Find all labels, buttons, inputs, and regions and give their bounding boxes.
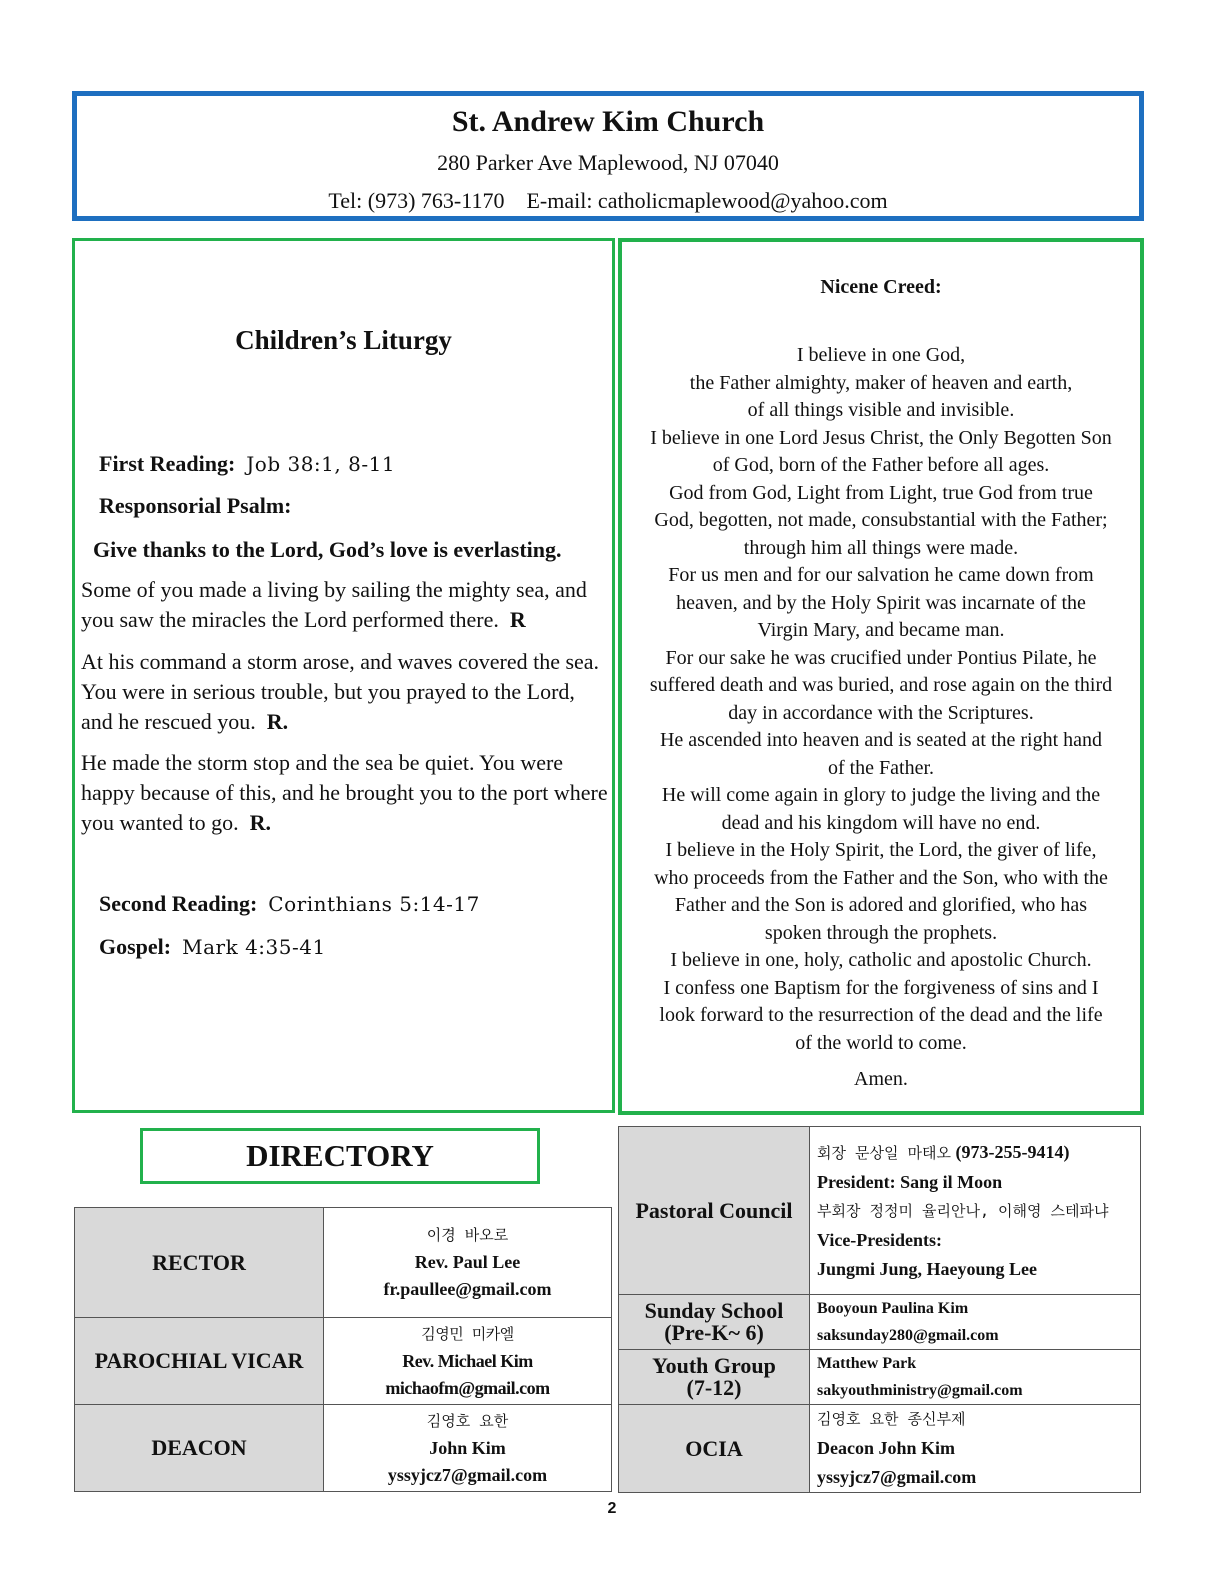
table-row	[75, 1208, 612, 1318]
creed-line: I believe in one Lord Jesus Christ, the Only Begotten Son	[650, 426, 1112, 449]
table-row	[619, 1350, 1141, 1405]
role-cell: Sunday School (Pre-K~ 6)	[619, 1295, 810, 1350]
contact-cell: 이경 바오로 Rev. Paul Lee fr.paullee@gmail.com	[324, 1208, 612, 1318]
contact-cell: 김영민 미카엘 Rev. Michael Kim michaofm@gmail.com	[324, 1318, 612, 1405]
church-header	[72, 91, 1144, 221]
creed-line: God, begotten, not made, consubstantial with the Father;	[654, 509, 1108, 531]
creed-line: I believe in one God,	[796, 344, 966, 366]
role-cell: OCIA	[619, 1405, 810, 1493]
creed-line: He will come again in glory to judge the living and the	[661, 784, 1101, 806]
contact-cell: 김영호 요한 John Kim yssyjcz7@gmail.com	[324, 1405, 612, 1492]
gospel	[99, 934, 326, 960]
creed-line: Virgin Mary, and became man.	[757, 619, 1005, 641]
creed-line: spoken through the prophets.	[764, 921, 998, 944]
nicene-creed-box	[618, 238, 1144, 1115]
first-reading	[99, 451, 395, 477]
psalm-verse: Some of you made a living by sailing the mighty sea, and you saw the miracles the Lord performed there. R	[81, 577, 587, 632]
creed-line: I believe in one, holy, catholic and apostolic Church.	[670, 949, 1092, 971]
church-name: St. Andrew Kim Church	[451, 105, 765, 138]
creed-line: For us men and for our salvation he came down from	[668, 564, 1094, 586]
creed-line: For our sake he was crucified under Pontius Pilate, he	[665, 646, 1097, 669]
response-marker: R.	[266, 709, 289, 734]
table-row	[75, 1318, 612, 1405]
creed-line: I believe in the Holy Spirit, the Lord, the giver of life,	[665, 839, 1097, 861]
gospel-ref: Mark 4:35-41	[182, 935, 326, 959]
psalm-verse: At his command a storm arose, and waves covered the sea. You were in serious trouble, but you prayed to the Lord, and he rescued you. R.	[81, 649, 600, 734]
second-reading-label: Second Reading:	[99, 891, 258, 916]
role-cell: RECTOR	[75, 1208, 324, 1318]
creed-line: Father and the Son is adored and glorified, who has	[674, 894, 1088, 916]
creed-line: of God, born of the Father before all ages.	[712, 454, 1050, 476]
creed-line: of the Father.	[827, 756, 935, 779]
first-reading-ref: Job 38:1, 8-11	[246, 452, 396, 476]
psalm-verse: He made the storm stop and the sea be quiet. You were happy because of this, and he brought you to the port where you wanted to go. R.	[81, 750, 608, 835]
page-number: 2	[607, 1500, 617, 1517]
creed-text	[622, 342, 1140, 1057]
creed-heading: Nicene Creed:	[820, 276, 942, 298]
contact-cell: Booyoun Paulina Kim saksunday280@gmail.com	[810, 1295, 1141, 1350]
contact-cell: 회장 문상일 마태오 (973-255-9414) President: Sang il Moon 부회장 정정미 율리안나, 이해영 스테파냐 Vice-Presidents: Jungmi Jung, Haeyoung Lee	[810, 1127, 1141, 1295]
church-email: E-mail: catholicmaplewood@yahoo.com	[526, 188, 888, 213]
creed-line: dead and his kingdom will have no end.	[721, 811, 1041, 834]
liturgy-title: Children’s Liturgy	[235, 325, 452, 355]
creed-amen: Amen.	[854, 1068, 908, 1090]
table-row	[619, 1127, 1141, 1295]
role-cell: Pastoral Council	[619, 1127, 810, 1295]
ministry-directory-table	[618, 1126, 1141, 1493]
response-marker: R.	[249, 810, 272, 835]
directory-title: DIRECTORY	[140, 1128, 540, 1184]
first-reading-label: First Reading:	[99, 451, 236, 476]
second-reading-ref: Corinthians 5:14-17	[268, 892, 480, 916]
role-cell: DEACON	[75, 1405, 324, 1492]
childrens-liturgy-box	[72, 238, 615, 1113]
creed-line: who proceeds from the Father and the Son, who with the	[654, 866, 1108, 889]
gospel-label: Gospel:	[99, 934, 172, 959]
response-marker: R	[509, 607, 526, 632]
clergy-directory-table	[74, 1207, 612, 1492]
creed-line: day in accordance with the Scriptures.	[728, 701, 1034, 724]
church-address: 280 Parker Ave Maplewood, NJ 07040	[437, 150, 779, 175]
creed-line: suffered death and was buried, and rose again on the third	[649, 674, 1113, 696]
creed-line: look forward to the resurrection of the dead and the life	[659, 1004, 1103, 1026]
email-link[interactable]: sakyouthministry@gmail.com	[817, 1382, 1023, 1399]
creed-line: I confess one Baptism for the forgiveness of sins and I	[663, 976, 1099, 999]
creed-line: through him all things were made.	[743, 536, 1019, 559]
creed-line: He ascended into heaven and is seated at the right hand	[659, 729, 1103, 751]
email-link[interactable]: fr.paullee@gmail.com	[383, 1279, 552, 1299]
role-cell: PAROCHIAL VICAR	[75, 1318, 324, 1405]
psalm-label: Responsorial Psalm:	[99, 493, 292, 518]
church-phone: Tel: (973) 763-1170	[328, 188, 505, 213]
table-row	[75, 1405, 612, 1492]
second-reading	[99, 891, 480, 917]
creed-line: of all things visible and invisible.	[747, 399, 1015, 421]
contact-cell: Matthew Park sakyouthministry@gmail.com	[810, 1350, 1141, 1405]
creed-line: the Father almighty, maker of heaven and earth,	[689, 371, 1073, 394]
email-link[interactable]: yssyjcz7@gmail.com	[387, 1464, 548, 1485]
email-link[interactable]: saksunday280@gmail.com	[817, 1327, 999, 1344]
email-link[interactable]: michaofm@gmail.com	[385, 1377, 550, 1398]
psalm-response: Give thanks to the Lord, God’s love is everlasting.	[93, 537, 562, 562]
email-link[interactable]: yssyjcz7@gmail.com	[817, 1467, 977, 1487]
creed-line: heaven, and by the Holy Spirit was incarnate of the	[676, 591, 1086, 614]
creed-line: God from God, Light from Light, true God from true	[669, 481, 1093, 504]
table-row	[619, 1405, 1141, 1493]
creed-line: of the world to come.	[795, 1031, 967, 1054]
table-row	[619, 1295, 1141, 1350]
role-cell: Youth Group (7-12)	[619, 1350, 810, 1405]
contact-cell: 김영호 요한 종신부제 Deacon John Kim yssyjcz7@gmail.com	[810, 1405, 1141, 1493]
church-contact	[77, 188, 1139, 214]
